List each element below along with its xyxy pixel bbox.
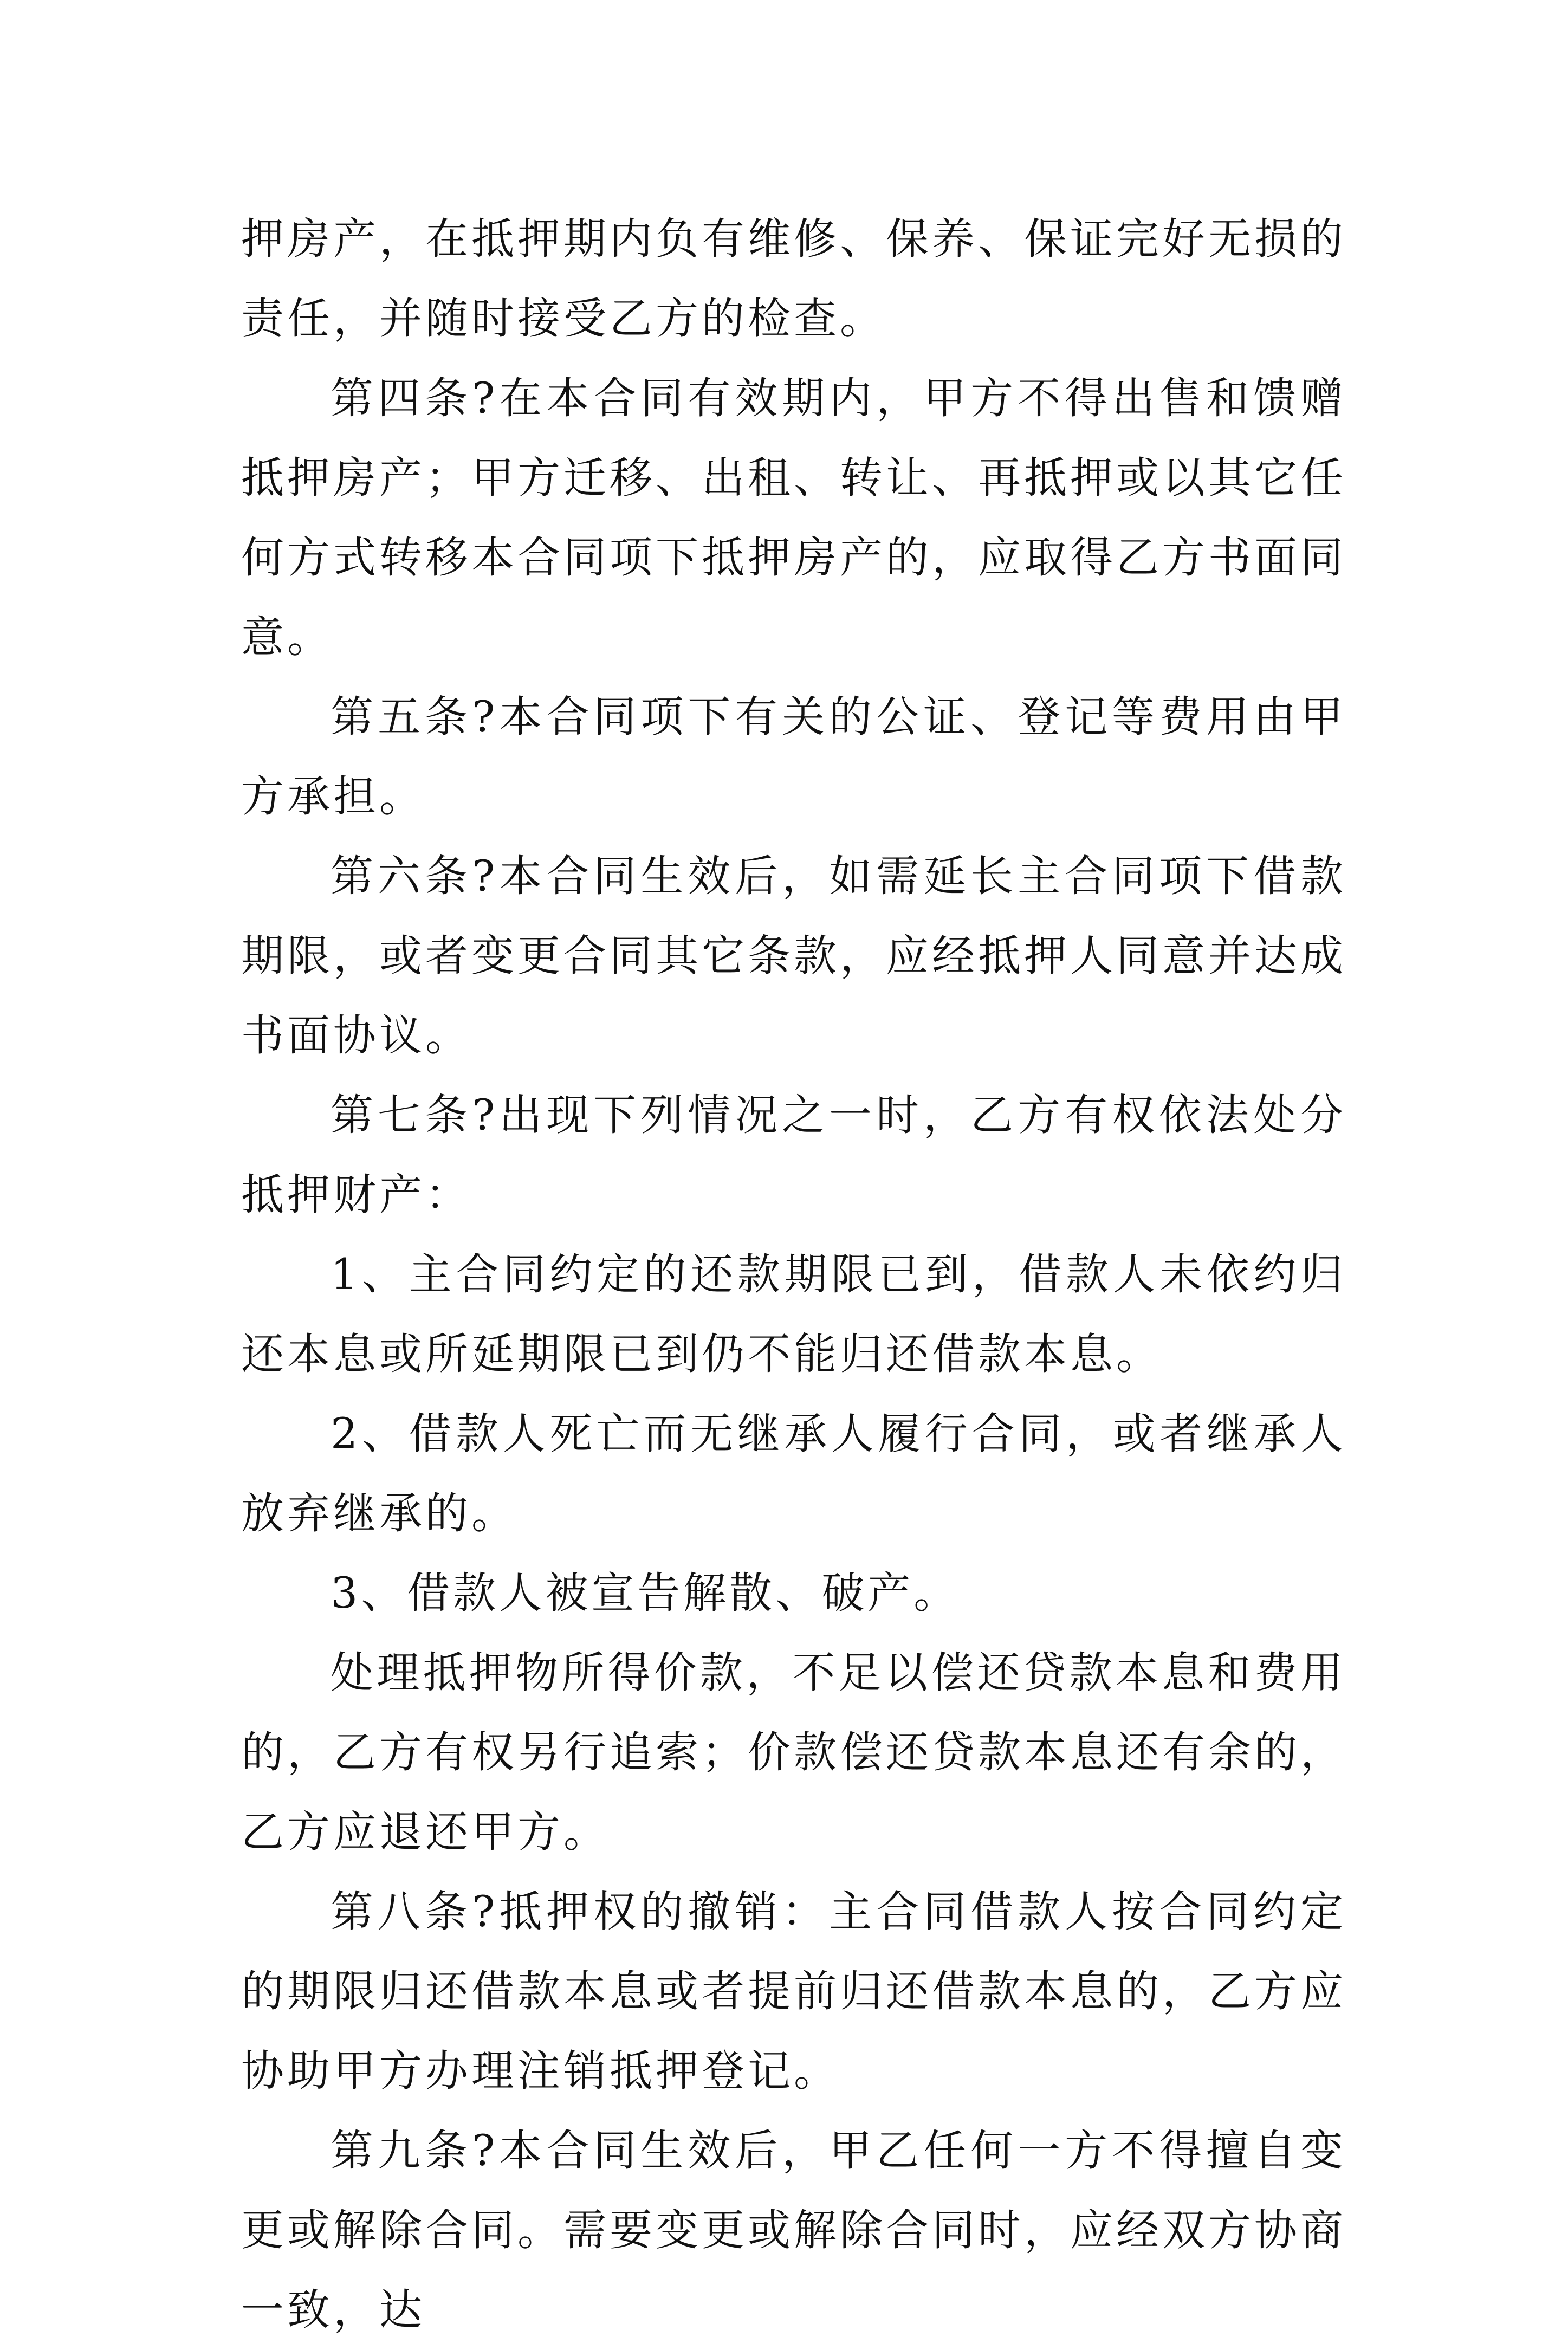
document-page [241, 199, 1346, 2350]
paragraph-1: 押房产，在抵押期内负有维修、保养、保证完好无损的责任，并随时接受乙方的检查。 [241, 214, 1346, 344]
paragraph-proceeds: 处理抵押物所得价款，不足以偿还贷款本息和费用的，乙方有权另行追索；价款偿还贷款本息还有余的，乙方应退还甲方。 [241, 1648, 1346, 1857]
paragraph-article-7: 第七条?出现下列情况之一时，乙方有权依法处分抵押财产： [241, 1090, 1346, 1220]
paragraph-article-9: 第九条?本合同生效后，甲乙任何一方不得擅自变更或解除合同。需要变更或解除合同时，应经双方协商一致，达 [241, 2126, 1346, 2335]
list-item-2: 2、借款人死亡而无继承人履行合同，或者继承人放弃继承的。 [241, 1409, 1346, 1538]
list-item-1: 1、主合同约定的还款期限已到，借款人未依约归还本息或所延期限已到仍不能归还借款本息。 [241, 1250, 1346, 1379]
paragraph-article-4: 第四条?在本合同有效期内，甲方不得出售和馈赠抵押房产；甲方迁移、出租、转让、再抵押或以其它任何方式转移本合同项下抵押房产的，应取得乙方书面同意。 [241, 373, 1346, 662]
paragraph-article-6: 第六条?本合同生效后，如需延长主合同项下借款期限，或者变更合同其它条款，应经抵押人同意并达成书面协议。 [241, 851, 1346, 1060]
paragraph-article-8: 第八条?抵押权的撤销：主合同借款人按合同约定的期限归还借款本息或者提前归还借款本息的，乙方应协助甲方办理注销抵押登记。 [241, 1887, 1346, 2096]
list-item-3: 3、借款人被宣告解散、破产。 [331, 1568, 960, 1618]
paragraph-article-5: 第五条?本合同项下有关的公证、登记等费用由甲方承担。 [241, 692, 1346, 821]
